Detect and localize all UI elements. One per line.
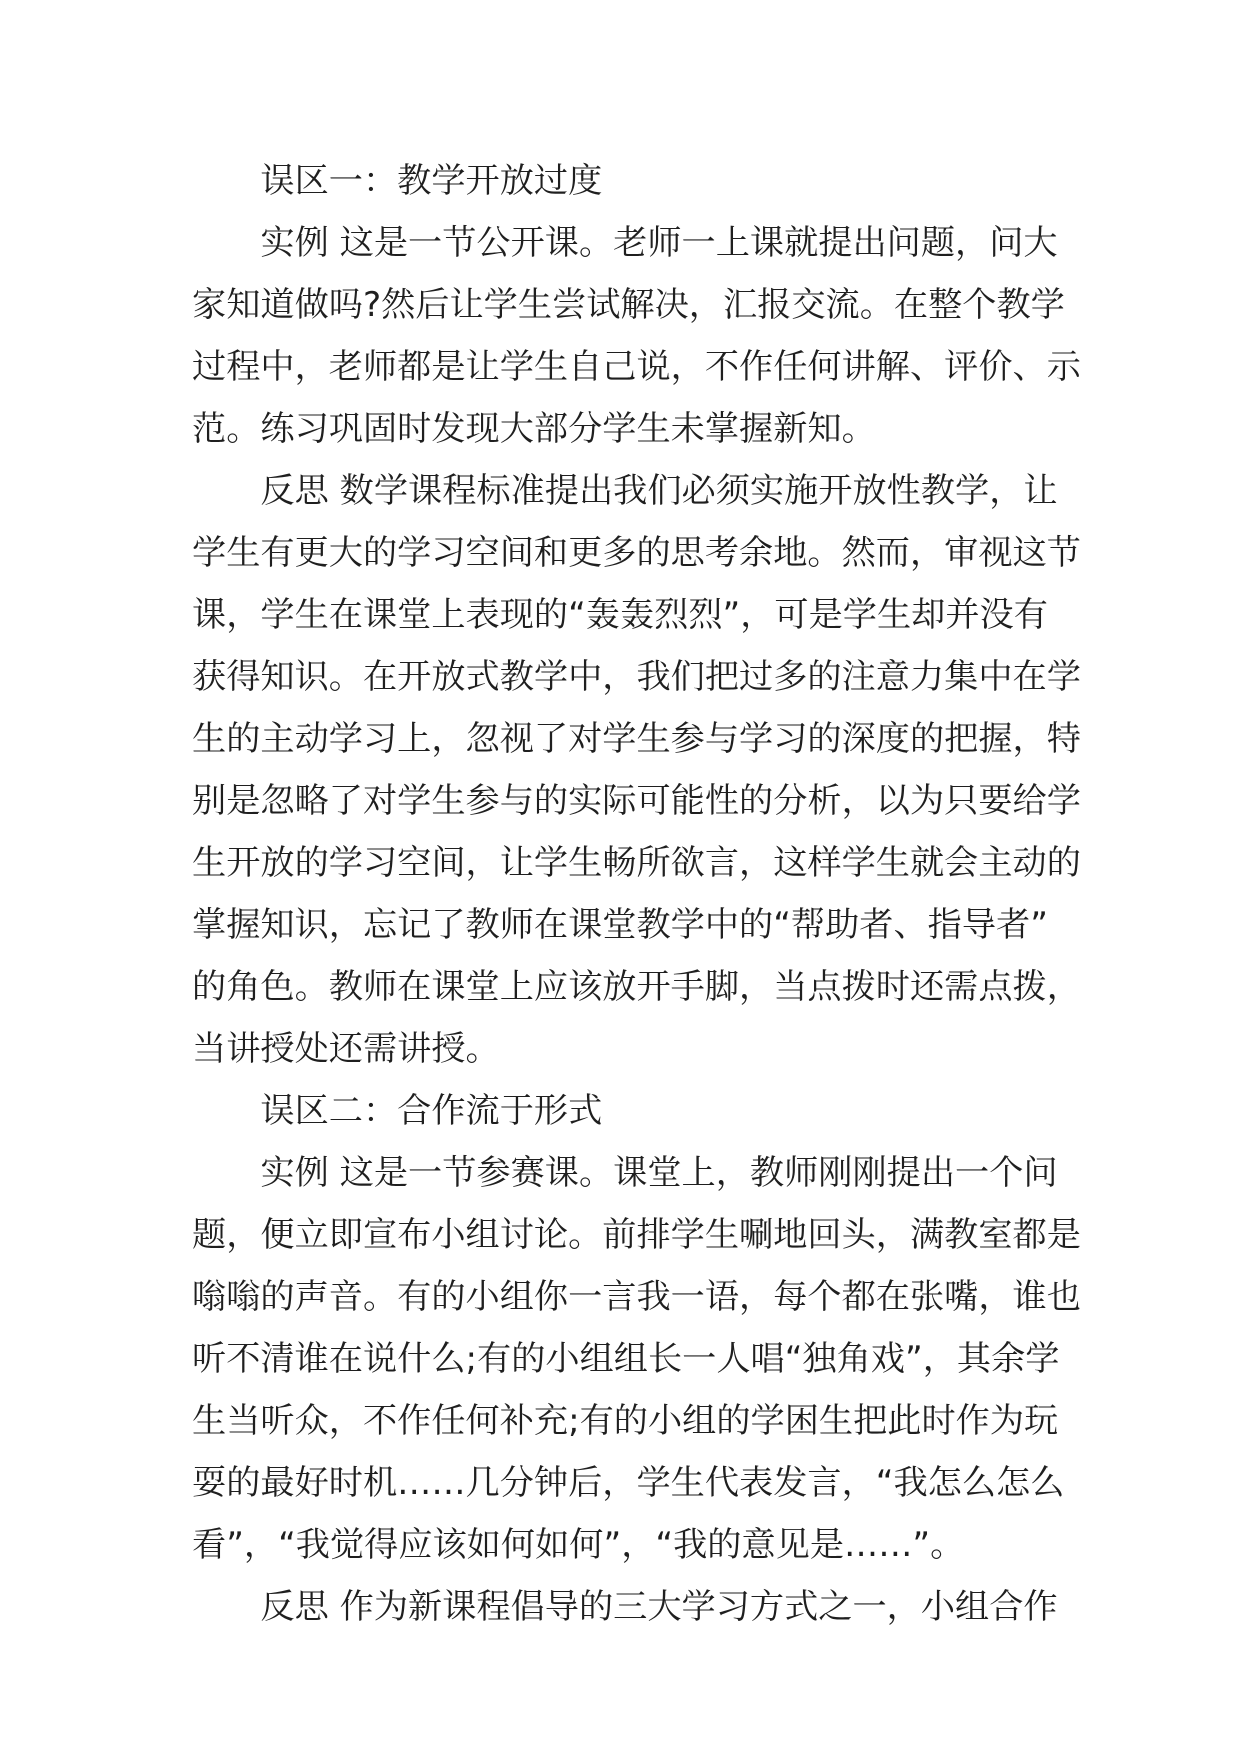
text-line: 学生有更大的学习空间和更多的思考余地。然而，审视这节 [192, 533, 1081, 573]
document-body [192, 150, 1081, 1638]
text-line: 掌握知识，忘记了教师在课堂教学中的“帮助者、指导者” [192, 905, 1048, 945]
text-line: 家知道做吗?然后让学生尝试解决，汇报交流。在整个教学 [192, 285, 1065, 325]
text-line: 耍的最好时机……几分钟后，学生代表发言，“我怎么怎么 [192, 1463, 1065, 1503]
text-line: 误区一：教学开放过度 [260, 161, 603, 201]
text-line: 听不清谁在说什么;有的小组组长一人唱“独角戏”，其余学 [192, 1339, 1060, 1379]
text-line: 反思 数学课程标准提出我们必须实施开放性教学，让 [260, 471, 1058, 511]
text-line: 生开放的学习空间，让学生畅所欲言，这样学生就会主动的 [192, 843, 1081, 883]
text-line: 反思 作为新课程倡导的三大学习方式之一，小组合作 [260, 1587, 1058, 1627]
text-line: 别是忽略了对学生参与的实际可能性的分析，以为只要给学 [192, 781, 1081, 821]
text-line: 生当听众，不作任何补充;有的小组的学困生把此时作为玩 [192, 1401, 1059, 1441]
paragraph-reflection-1 [192, 460, 1081, 1080]
paragraph-example-2 [192, 1142, 1081, 1576]
heading-misconception-1 [192, 150, 1054, 212]
text-line: 实例 这是一节参赛课。课堂上，教师刚刚提出一个问 [260, 1153, 1058, 1193]
text-line: 看”，“我觉得应该如何如何”，“我的意见是……”。 [192, 1525, 965, 1565]
paragraph-reflection-2 [192, 1576, 1058, 1638]
text-line: 获得知识。在开放式教学中，我们把过多的注意力集中在学 [192, 657, 1081, 697]
paragraph-example-1 [192, 212, 1081, 460]
text-line: 课，学生在课堂上表现的“轰轰烈烈”，可是学生却并没有 [192, 595, 1048, 635]
text-line: 嗡嗡的声音。有的小组你一言我一语，每个都在张嘴，谁也 [192, 1277, 1081, 1317]
text-line: 过程中，老师都是让学生自己说，不作任何讲解、评价、示 [192, 347, 1081, 387]
text-line: 误区二：合作流于形式 [260, 1091, 603, 1131]
text-line: 实例 这是一节公开课。老师一上课就提出问题，问大 [260, 223, 1058, 263]
text-line: 范。练习巩固时发现大部分学生未掌握新知。 [192, 409, 876, 449]
text-line: 的角色。教师在课堂上应该放开手脚，当点拨时还需点拨， [192, 967, 1081, 1007]
text-line: 当讲授处还需讲授。 [192, 1029, 500, 1069]
heading-misconception-2 [192, 1080, 1054, 1142]
text-line: 题，便立即宣布小组讨论。前排学生唰地回头，满教室都是 [192, 1215, 1081, 1255]
text-line: 生的主动学习上，忽视了对学生参与学习的深度的把握，特 [192, 719, 1081, 759]
